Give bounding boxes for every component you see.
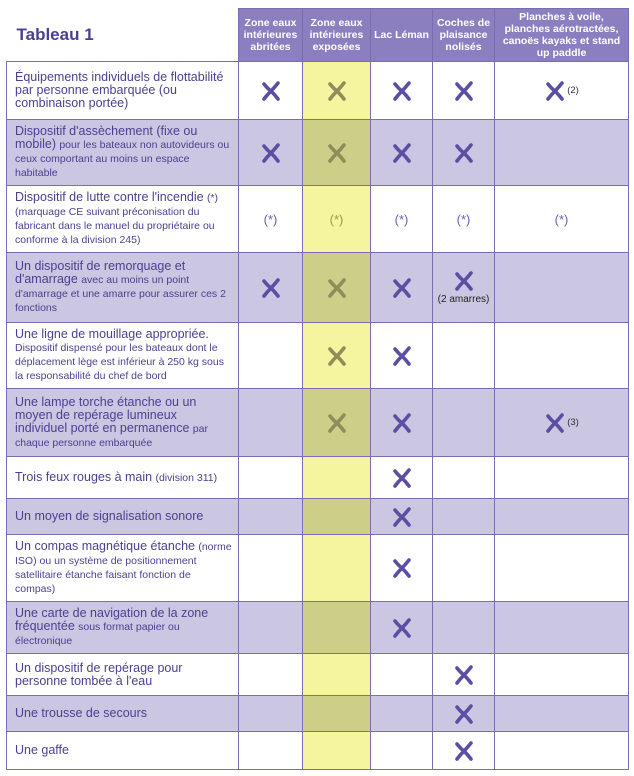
- table-cell: [239, 602, 303, 654]
- table-row: [7, 323, 629, 389]
- table-row: [7, 389, 629, 457]
- row-label: [7, 62, 239, 120]
- cross-mark-icon: [260, 80, 282, 102]
- table-cell: [371, 253, 433, 323]
- table-cell: [433, 602, 495, 654]
- column-header: Zone eaux intérieures exposées: [303, 9, 371, 62]
- row-label-detail: sous format papier ou électronique: [15, 621, 180, 647]
- row-label-main: Dispositif de lutte contre l'incendie: [15, 190, 204, 204]
- table-row: [7, 253, 629, 323]
- cross-mark-icon: [391, 506, 413, 528]
- cross-mark-icon: [326, 412, 348, 434]
- table-cell: [433, 186, 495, 253]
- table-cell: [371, 186, 433, 253]
- row-label: [7, 499, 239, 535]
- cross-mark-icon: [260, 277, 282, 299]
- row-label-detail: pour les bateaux non autovideurs ou ceux comportant au moins un espace habitable: [15, 139, 230, 179]
- table-cell: [239, 654, 303, 696]
- cross-mark-icon: [453, 703, 475, 725]
- table-cell: [371, 602, 433, 654]
- table-row: [7, 654, 629, 696]
- table-cell: [495, 457, 629, 499]
- row-label-main: Une gaffe: [15, 743, 69, 757]
- table-cell: [433, 654, 495, 696]
- table-cell: [433, 389, 495, 457]
- table-cell: [495, 120, 629, 186]
- table-row: [7, 732, 629, 770]
- table-cell: [371, 696, 433, 732]
- table-cell: [239, 535, 303, 602]
- row-label: [7, 457, 239, 499]
- row-label-main: Dispositif d'assèchement (fixe ou mobile): [15, 124, 198, 151]
- footnote-star: (*): [456, 211, 471, 227]
- table-cell: [433, 120, 495, 186]
- table-title: Tableau 1: [7, 9, 239, 62]
- row-label-main: Une carte de navigation de la zone fréquentée: [15, 606, 209, 633]
- table-cell: [239, 457, 303, 499]
- table-cell: [303, 602, 371, 654]
- table-cell: [495, 696, 629, 732]
- table-cell: [495, 323, 629, 389]
- table-row: [7, 696, 629, 732]
- table-row: [7, 535, 629, 602]
- cell-note: (2 amarres): [437, 294, 490, 305]
- column-header: Zone eaux intérieures abritées: [239, 9, 303, 62]
- table-cell: [371, 62, 433, 120]
- column-header: Lac Léman: [371, 9, 433, 62]
- row-label-detail: (norme ISO) ou un système de positionnement satellitaire étanche faisant fonction de compas): [15, 541, 232, 595]
- equipment-table: [6, 8, 629, 770]
- table-cell: [239, 253, 303, 323]
- table-cell: [495, 389, 629, 457]
- row-label: [7, 120, 239, 186]
- row-label-main: Une lampe torche étanche ou un moyen de repérage lumineux individuel porté en permanence: [15, 394, 197, 435]
- table-cell: [371, 535, 433, 602]
- header-row: [7, 9, 629, 62]
- row-label-main: Trois feux rouges à main: [15, 469, 153, 484]
- cross-mark-icon: [391, 345, 413, 367]
- table-row: [7, 602, 629, 654]
- cross-mark-icon: [453, 142, 475, 164]
- row-label-main: Un dispositif de repérage pour personne tombée à l'eau: [15, 660, 183, 688]
- table-cell: [303, 62, 371, 120]
- table-cell: [371, 457, 433, 499]
- cross-mark-icon: [391, 557, 413, 579]
- table-cell: [303, 186, 371, 253]
- column-header: Planches à voile, planches aérotractées, canoës kayaks et stand up paddle: [495, 9, 629, 62]
- cross-mark-icon: [453, 740, 475, 762]
- table-cell: [371, 732, 433, 770]
- row-label: [7, 602, 239, 654]
- cross-mark-icon: [391, 412, 413, 434]
- table-cell: [495, 732, 629, 770]
- row-label-detail: (division 311): [155, 471, 218, 484]
- table-cell: [433, 457, 495, 499]
- row-label-detail: Dispositif dispensé pour les bateaux dont le déplacement lège est inférieur à 250 kg sous la responsabilité du chef de bord: [15, 342, 224, 382]
- table-cell: [239, 186, 303, 253]
- table-cell: [239, 323, 303, 389]
- row-label: [7, 696, 239, 732]
- table-cell: [433, 696, 495, 732]
- cross-mark-icon: [326, 80, 348, 102]
- row-label: [7, 323, 239, 389]
- cross-mark-icon: [260, 142, 282, 164]
- footnote-star: (*): [554, 211, 569, 227]
- table-cell: [371, 323, 433, 389]
- footnote-star: (*): [329, 211, 344, 227]
- footnote-star: (*): [394, 211, 409, 227]
- table-cell: [239, 499, 303, 535]
- row-label-main: Une trousse de secours: [15, 706, 148, 720]
- cross-mark-icon: [326, 345, 348, 367]
- row-label: [7, 535, 239, 602]
- table-cell: [303, 732, 371, 770]
- table-cell: [495, 535, 629, 602]
- column-header: Coches de plaisance nolisés: [433, 9, 495, 62]
- table-cell: [303, 696, 371, 732]
- table-cell: [239, 62, 303, 120]
- table-row: [7, 186, 629, 253]
- table-cell: [303, 654, 371, 696]
- table-cell: [495, 654, 629, 696]
- cross-mark-icon: [326, 277, 348, 299]
- table-body: [7, 62, 629, 770]
- row-label-main: Un compas magnétique étanche: [15, 539, 195, 553]
- table-cell: [303, 120, 371, 186]
- table-cell: [239, 696, 303, 732]
- cross-mark-icon: [544, 80, 566, 102]
- row-label: [7, 389, 239, 457]
- table-cell: [371, 499, 433, 535]
- table-row: [7, 120, 629, 186]
- row-label: [7, 732, 239, 770]
- row-label-main: Un moyen de signalisation sonore: [15, 509, 204, 523]
- row-label-main: Équipements individuels de flottabilité par personne embarquée (ou combinaison portée): [15, 70, 224, 110]
- table-cell: [371, 654, 433, 696]
- row-label: [7, 253, 239, 323]
- table-cell: [495, 186, 629, 253]
- table-row: [7, 499, 629, 535]
- cross-mark-icon: [391, 617, 413, 639]
- row-label-detail: (*) (marquage CE suivant préconisation du fabricant dans le manuel du propriétaire ou conforme à la division 245): [15, 192, 219, 246]
- row-label-main: Une ligne de mouillage appropriée.: [15, 327, 209, 341]
- table-cell: [239, 389, 303, 457]
- table-cell: [371, 389, 433, 457]
- cross-mark-icon: [453, 664, 475, 686]
- footnote-ref: (2): [567, 85, 579, 96]
- table-cell: [433, 323, 495, 389]
- table-row: [7, 457, 629, 499]
- table-cell: [239, 120, 303, 186]
- table-cell: [303, 457, 371, 499]
- table-cell: [303, 535, 371, 602]
- table-cell: [303, 389, 371, 457]
- table-cell: [303, 499, 371, 535]
- footnote-ref: (3): [567, 417, 579, 428]
- cross-mark-icon: [391, 80, 413, 102]
- row-label-detail: par chaque personne embarquée: [15, 422, 208, 449]
- row-label: [7, 186, 239, 253]
- table-cell: [433, 62, 495, 120]
- footnote-star: (*): [263, 211, 278, 227]
- cross-mark-icon: [453, 270, 475, 292]
- cross-mark-icon: [391, 142, 413, 164]
- table-cell: [433, 535, 495, 602]
- cross-mark-icon: [391, 467, 413, 489]
- cross-mark-icon: [544, 412, 566, 434]
- table-cell: [433, 732, 495, 770]
- table-row: [7, 62, 629, 120]
- cross-mark-icon: [453, 80, 475, 102]
- table-cell: [495, 499, 629, 535]
- table-cell: [303, 323, 371, 389]
- table-cell: [371, 120, 433, 186]
- table-cell: [433, 499, 495, 535]
- table-cell: [495, 602, 629, 654]
- row-label-detail: avec au moins un point d'amarrage et une amarre pour assurer ces 2 fonctions: [15, 274, 226, 314]
- cross-mark-icon: [326, 142, 348, 164]
- table-cell: [433, 253, 495, 323]
- table-cell: [495, 62, 629, 120]
- row-label-main: Un dispositif de remorquage et d'amarrage: [15, 259, 186, 286]
- table-cell: [239, 732, 303, 770]
- table-cell: [303, 253, 371, 323]
- cross-mark-icon: [391, 277, 413, 299]
- table-cell: [495, 253, 629, 323]
- row-label: [7, 654, 239, 696]
